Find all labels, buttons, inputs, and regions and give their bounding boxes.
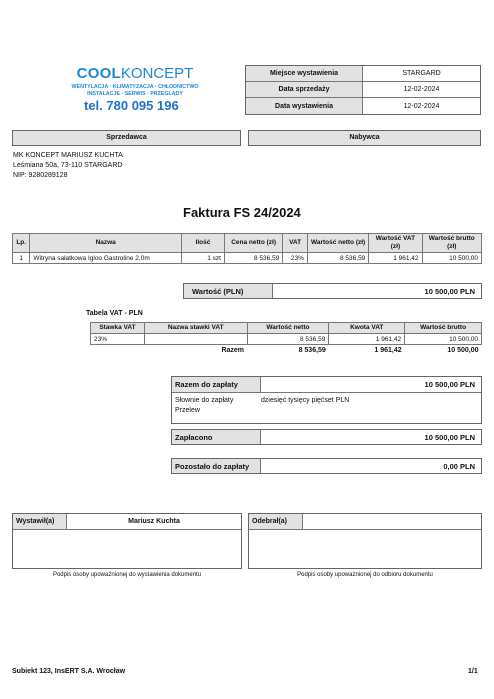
paid-value: 10 500,00 PLN <box>424 432 475 442</box>
logo-brand-koncept: KONCEPT <box>120 65 194 82</box>
info-row-place <box>246 66 480 82</box>
info-label: Data sprzedaży <box>246 82 363 97</box>
col-header: Nazwa stawki VAT <box>144 323 247 334</box>
vat-table-header <box>91 323 482 334</box>
vat-total-row <box>91 345 482 356</box>
remaining-value: 0,00 PLN <box>443 461 475 471</box>
info-value: 12-02-2024 <box>403 86 440 93</box>
amount-words-label: Słownie do zapłaty <box>175 397 234 404</box>
seller-nip: NIP: 9280289128 <box>13 172 68 179</box>
info-value: STARGARD <box>402 70 441 77</box>
company-logo <box>55 66 215 98</box>
issued-by-label: Wystawił(a) <box>13 514 67 529</box>
amount-words-row <box>172 393 481 416</box>
col-header: Ilość <box>181 234 224 253</box>
col-header: Cena netto (zł) <box>224 234 282 253</box>
amount-due-value: 10 500,00 PLN <box>424 380 475 389</box>
total-value-amount: 10 500,00 PLN <box>424 286 475 296</box>
cell-net-value: 8 536,59 <box>307 253 368 264</box>
cell-lp: 1 <box>13 253 30 264</box>
issued-by-name: Mariusz Kuchta <box>128 518 180 525</box>
cell-net: 8 536,59 <box>247 334 329 345</box>
col-header: VAT <box>283 234 308 253</box>
seller-address: Leśmiana 50a, 73-110 STARGARD <box>13 162 123 169</box>
cell-gross-value: 10 500,00 <box>422 253 481 264</box>
amount-words-value: dziesięć tysięcy pięćset PLN <box>261 397 350 404</box>
vat-table <box>90 322 482 356</box>
col-header: Wartość netto (zł) <box>307 234 368 253</box>
company-phone: tel. 780 095 196 <box>84 98 179 113</box>
col-header: Wartość brutto <box>405 323 482 334</box>
items-table-header <box>13 234 482 253</box>
invoice-title: Faktura FS 24/2024 <box>183 205 301 220</box>
issued-by-caption: Podpis osoby upoważnionej do wystawienia dokumentu <box>52 572 202 578</box>
buyer-heading: Nabywca <box>248 130 481 146</box>
cell-qty: 1 szt <box>181 253 224 264</box>
logo-tagline-1: WENTYLACJA · KLIMATYZACJA · CHŁODNICTWO <box>71 84 199 90</box>
col-header: Wartość VAT (zł) <box>369 234 422 253</box>
info-label: Miejsce wystawienia <box>246 66 363 81</box>
cell-gross: 10 500,00 <box>405 334 482 345</box>
vat-total-label: Razem <box>221 346 245 354</box>
cell-rate: 23% <box>91 334 145 345</box>
amount-due-row <box>172 377 481 393</box>
issued-by-box <box>12 513 242 569</box>
col-header: Stawka VAT <box>91 323 145 334</box>
cell-net-price: 8 536,59 <box>224 253 282 264</box>
invoice-header-info <box>245 65 481 115</box>
vat-total-gross: 10 500,00 <box>447 346 479 354</box>
seller-details <box>13 151 123 181</box>
remaining-row <box>171 458 482 474</box>
footer-software: Subiekt 123, InsERT S.A. Wrocław <box>12 668 126 675</box>
payment-box <box>171 376 482 424</box>
cell-vat: 23% <box>283 253 308 264</box>
table-row <box>13 253 482 264</box>
items-table <box>12 233 482 264</box>
received-by-caption: Podpis osoby upoważnionej do odbioru dokumentu <box>297 572 433 578</box>
total-value-label: Wartość (PLN) <box>184 284 273 298</box>
col-header: Wartość netto <box>247 323 329 334</box>
vat-total-vat: 1 961,42 <box>374 346 402 354</box>
logo-brand-cool: COOL <box>76 65 121 82</box>
col-header: Kwota VAT <box>329 323 405 334</box>
table-row <box>91 334 482 345</box>
info-row-sale-date <box>246 82 480 98</box>
total-value-row <box>183 283 482 299</box>
footer-page-number: 1/1 <box>468 668 478 675</box>
logo-tagline-2: INSTALACJE · SERWIS · PRZEGLĄDY <box>87 91 183 97</box>
cell-vat-amount: 1 961,42 <box>329 334 405 345</box>
received-by-label: Odebrał(a) <box>249 514 303 529</box>
cell-rate-name <box>144 334 247 345</box>
remaining-label: Pozostało do zapłaty <box>172 459 261 473</box>
col-header: Nazwa <box>30 234 182 253</box>
info-row-issue-date <box>246 98 480 114</box>
info-value: 12-02-2024 <box>403 102 440 110</box>
amount-due-label: Razem do zapłaty <box>172 377 261 392</box>
payment-method: Przelew <box>175 407 200 414</box>
cell-vat-value: 1 961,42 <box>369 253 422 264</box>
received-by-box <box>248 513 482 569</box>
vat-total-net: 8 536,59 <box>298 346 326 354</box>
col-header: Lp. <box>13 234 30 253</box>
info-label: Data wystawienia <box>246 98 363 114</box>
seller-name: MK KONCEPT MARIUSZ KUCHTA <box>13 152 123 159</box>
cell-name: Witryna sałatkowa Igloo Gastroline 2,0m <box>30 253 182 264</box>
seller-heading: Sprzedawca <box>12 130 241 146</box>
paid-row <box>171 429 482 445</box>
col-header: Wartość brutto (zł) <box>422 234 481 253</box>
paid-label: Zapłacono <box>172 430 261 444</box>
vat-table-title: Tabela VAT - PLN <box>86 310 143 317</box>
